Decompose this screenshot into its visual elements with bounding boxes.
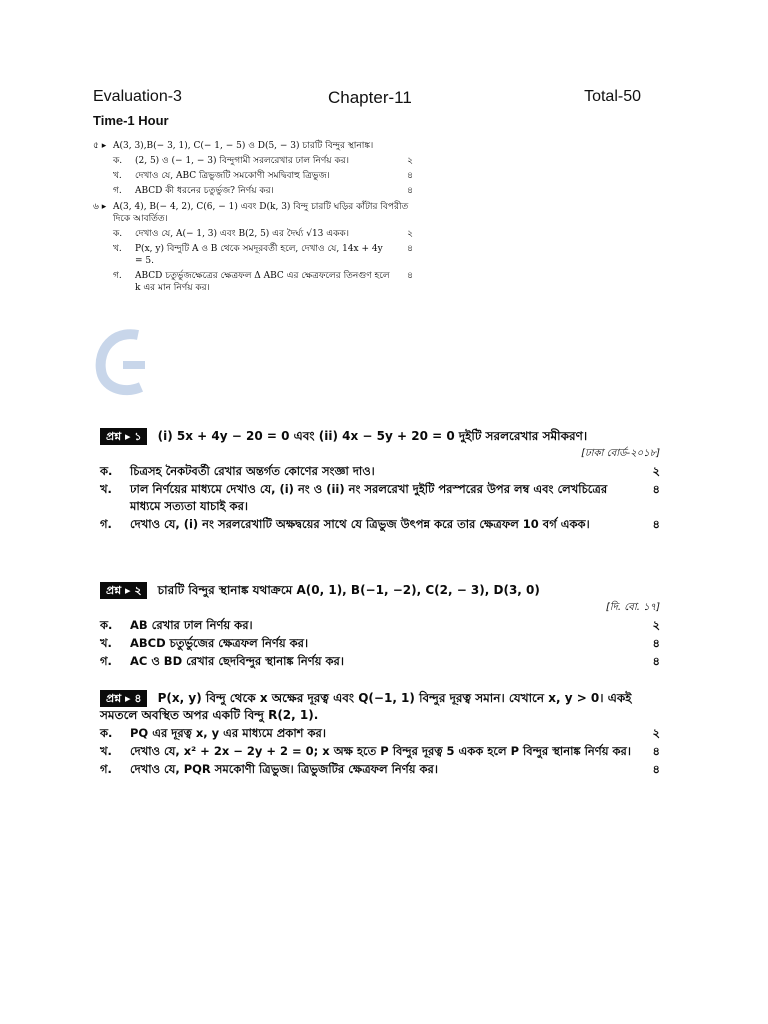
sub-mark: ৪	[652, 762, 660, 776]
sub-mark: ৪	[407, 186, 413, 196]
question-p2	[100, 582, 660, 671]
question-5	[93, 140, 413, 197]
total-marks-label: Total-50	[584, 88, 641, 105]
sub-label: গ.	[100, 654, 112, 668]
question-tag: প্রশ্ন ▸ ১	[100, 428, 147, 445]
sub-question	[93, 185, 413, 197]
sub-question	[100, 635, 660, 652]
sub-label: গ.	[113, 271, 122, 281]
sub-question	[100, 617, 660, 634]
question-p1	[100, 428, 660, 534]
sub-question	[93, 243, 413, 267]
sub-question	[93, 155, 413, 167]
question-number: ৫ ▸	[93, 141, 107, 151]
sub-label: ক.	[100, 464, 113, 478]
page-header	[93, 88, 641, 114]
sub-text: ABCD চতুর্ভুজক্ষেত্রের ক্ষেত্রফল Δ ABC এর ক্ষেত্রফলের তিনগুণ হলে k এর মান নির্ণয় কর।	[135, 271, 390, 293]
sub-label: খ.	[100, 636, 112, 650]
question-stem: (i) 5x + 4y − 20 = 0 এবং (ii) 4x − 5y + 20 = 0 দুইটি সরলরেখার সমীকরণ।	[157, 429, 588, 443]
sub-mark: ৪	[652, 517, 660, 531]
sub-text: দেখাও যে, (i) নং সরলরেখাটি অক্ষদ্বয়ের সাথে যে ত্রিভুজ উৎপন্ন করে তার ক্ষেত্রফল 10 বর্গ একক।	[130, 517, 590, 531]
sub-text: ABCD কী ধরনের চতুর্ভুজ? নির্ণয় কর।	[135, 186, 274, 196]
sub-mark: ৪	[652, 744, 660, 758]
question-number: ৬ ▸	[93, 202, 107, 212]
sub-label: খ.	[113, 244, 122, 254]
sub-text: (2, 5) ও (− 1, − 3) বিন্দুগামী সরলরেখার ঢাল নির্ণয় কর।	[135, 156, 349, 166]
sub-label: খ.	[100, 482, 112, 496]
sub-question	[100, 463, 660, 480]
sub-question	[100, 725, 660, 742]
sub-question	[93, 228, 413, 240]
sub-text: চিত্রসহ নৈকটবর্তী রেখার অন্তর্গত কোণের সংজ্ঞা দাও।	[130, 464, 375, 478]
chapter-label: Chapter-11	[328, 88, 412, 107]
time-label: Time-1 Hour	[93, 113, 169, 128]
question-tag: প্রশ্ন ▸ ৪	[100, 690, 147, 707]
question-tag: প্রশ্ন ▸ ২	[100, 582, 147, 599]
sub-mark: ২	[407, 229, 413, 239]
sub-label: ক.	[100, 726, 113, 740]
question-stem: P(x, y) বিন্দু থেকে x অক্ষের দূরত্ব এবং Q(−1, 1) বিন্দুর দূরত্ব সমান। যেখানে x, y > 0। একই সমতলে অবস্থিত অপর একটি বিন্দু R(2, 1).	[100, 691, 632, 722]
sub-text: AB রেখার ঢাল নির্ণয় কর।	[130, 618, 253, 632]
question-p4	[100, 690, 660, 779]
sub-text: দেখাও যে, PQR সমকোণী ত্রিভুজ। ত্রিভুজটির ক্ষেত্রফল নির্ণয় কর।	[130, 762, 438, 776]
sub-mark: ৪	[652, 654, 660, 668]
source-citation: [দি. বো. ১৭]	[605, 602, 660, 613]
sub-mark: ২	[652, 618, 660, 632]
sub-question	[100, 481, 660, 515]
sub-text: ABCD চতুর্ভুজের ক্ষেত্রফল নির্ণয় কর।	[130, 636, 309, 650]
sub-question	[100, 761, 660, 778]
sub-question	[100, 743, 660, 760]
sub-mark: ৪	[407, 171, 413, 181]
question-stem: A(3, 3),B(− 3, 1), C(− 1, − 5) ও D(5, − 3) চারটি বিন্দুর স্থানাঙ্ক।	[113, 141, 374, 151]
sub-question	[100, 653, 660, 670]
sub-question	[93, 170, 413, 182]
sub-label: খ.	[113, 171, 122, 181]
sub-mark: ৪	[407, 271, 413, 281]
sub-mark: ৪	[652, 482, 660, 496]
sub-label: ক.	[100, 618, 113, 632]
sub-label: ক.	[113, 156, 123, 166]
sub-mark: ৪	[652, 636, 660, 650]
question-stem: চারটি বিন্দুর স্থানাঙ্ক যথাক্রমে A(0, 1), B(−1, −2), C(2, − 3), D(3, 0)	[157, 583, 540, 597]
sub-label: গ.	[100, 762, 112, 776]
sub-label: খ.	[100, 744, 112, 758]
sub-label: ক.	[113, 229, 123, 239]
sub-mark: ৪	[407, 244, 413, 254]
sub-label: গ.	[100, 517, 112, 531]
sub-text: ঢাল নির্ণয়ের মাধ্যমে দেখাও যে, (i) নং ও (ii) নং সরলরেখা দুইটি পরস্পরের উপর লম্ব এবং লেখচিত্রের মাধ্যমে সত্যতা যাচাই কর।	[130, 482, 608, 513]
sub-label: গ.	[113, 186, 122, 196]
sub-text: P(x, y) বিন্দুটি A ও B থেকে সমদূরবর্তী হলে, দেখাও যে, 14x + 4y = 5.	[135, 244, 383, 266]
sub-text: দেখাও যে, x² + 2x − 2y + 2 = 0; x অক্ষ হতে P বিন্দুর দূরত্ব 5 একক হলে P বিন্দুর স্থানাঙ্ক নির্ণয় কর।	[130, 744, 631, 758]
sub-question	[100, 516, 660, 533]
sub-text: দেখাও যে, A(− 1, 3) এবং B(2, 5) এর দৈর্ঘ্য √13 একক।	[135, 229, 349, 239]
sub-text: AC ও BD রেখার ছেদবিন্দুর স্থানাঙ্ক নির্ণয় কর।	[130, 654, 344, 668]
sub-text: দেখাও যে, ABC ত্রিভুজটি সমকোণী সমদ্বিবাহু ত্রিভুজ।	[135, 171, 330, 181]
sub-mark: ২	[652, 464, 660, 478]
sub-mark: ২	[407, 156, 413, 166]
question-6	[93, 201, 413, 294]
sub-text: PQ এর দূরত্ব x, y এর মাধ্যমে প্রকাশ কর।	[130, 726, 326, 740]
questions-block-small	[93, 140, 413, 298]
watermark-logo-icon	[93, 325, 153, 400]
evaluation-label: Evaluation-3	[93, 88, 182, 105]
source-citation: [ঢাকা বোর্ড-২০১৮]	[581, 448, 660, 459]
sub-question	[93, 270, 413, 294]
sub-mark: ২	[652, 726, 660, 740]
question-stem: A(3, 4), B(− 4, 2), C(6, − 1) এবং D(k, 3) বিন্দু চারটি ঘড়ির কাঁটার বিপরীত দিকে আবর্তিত।	[113, 202, 409, 224]
